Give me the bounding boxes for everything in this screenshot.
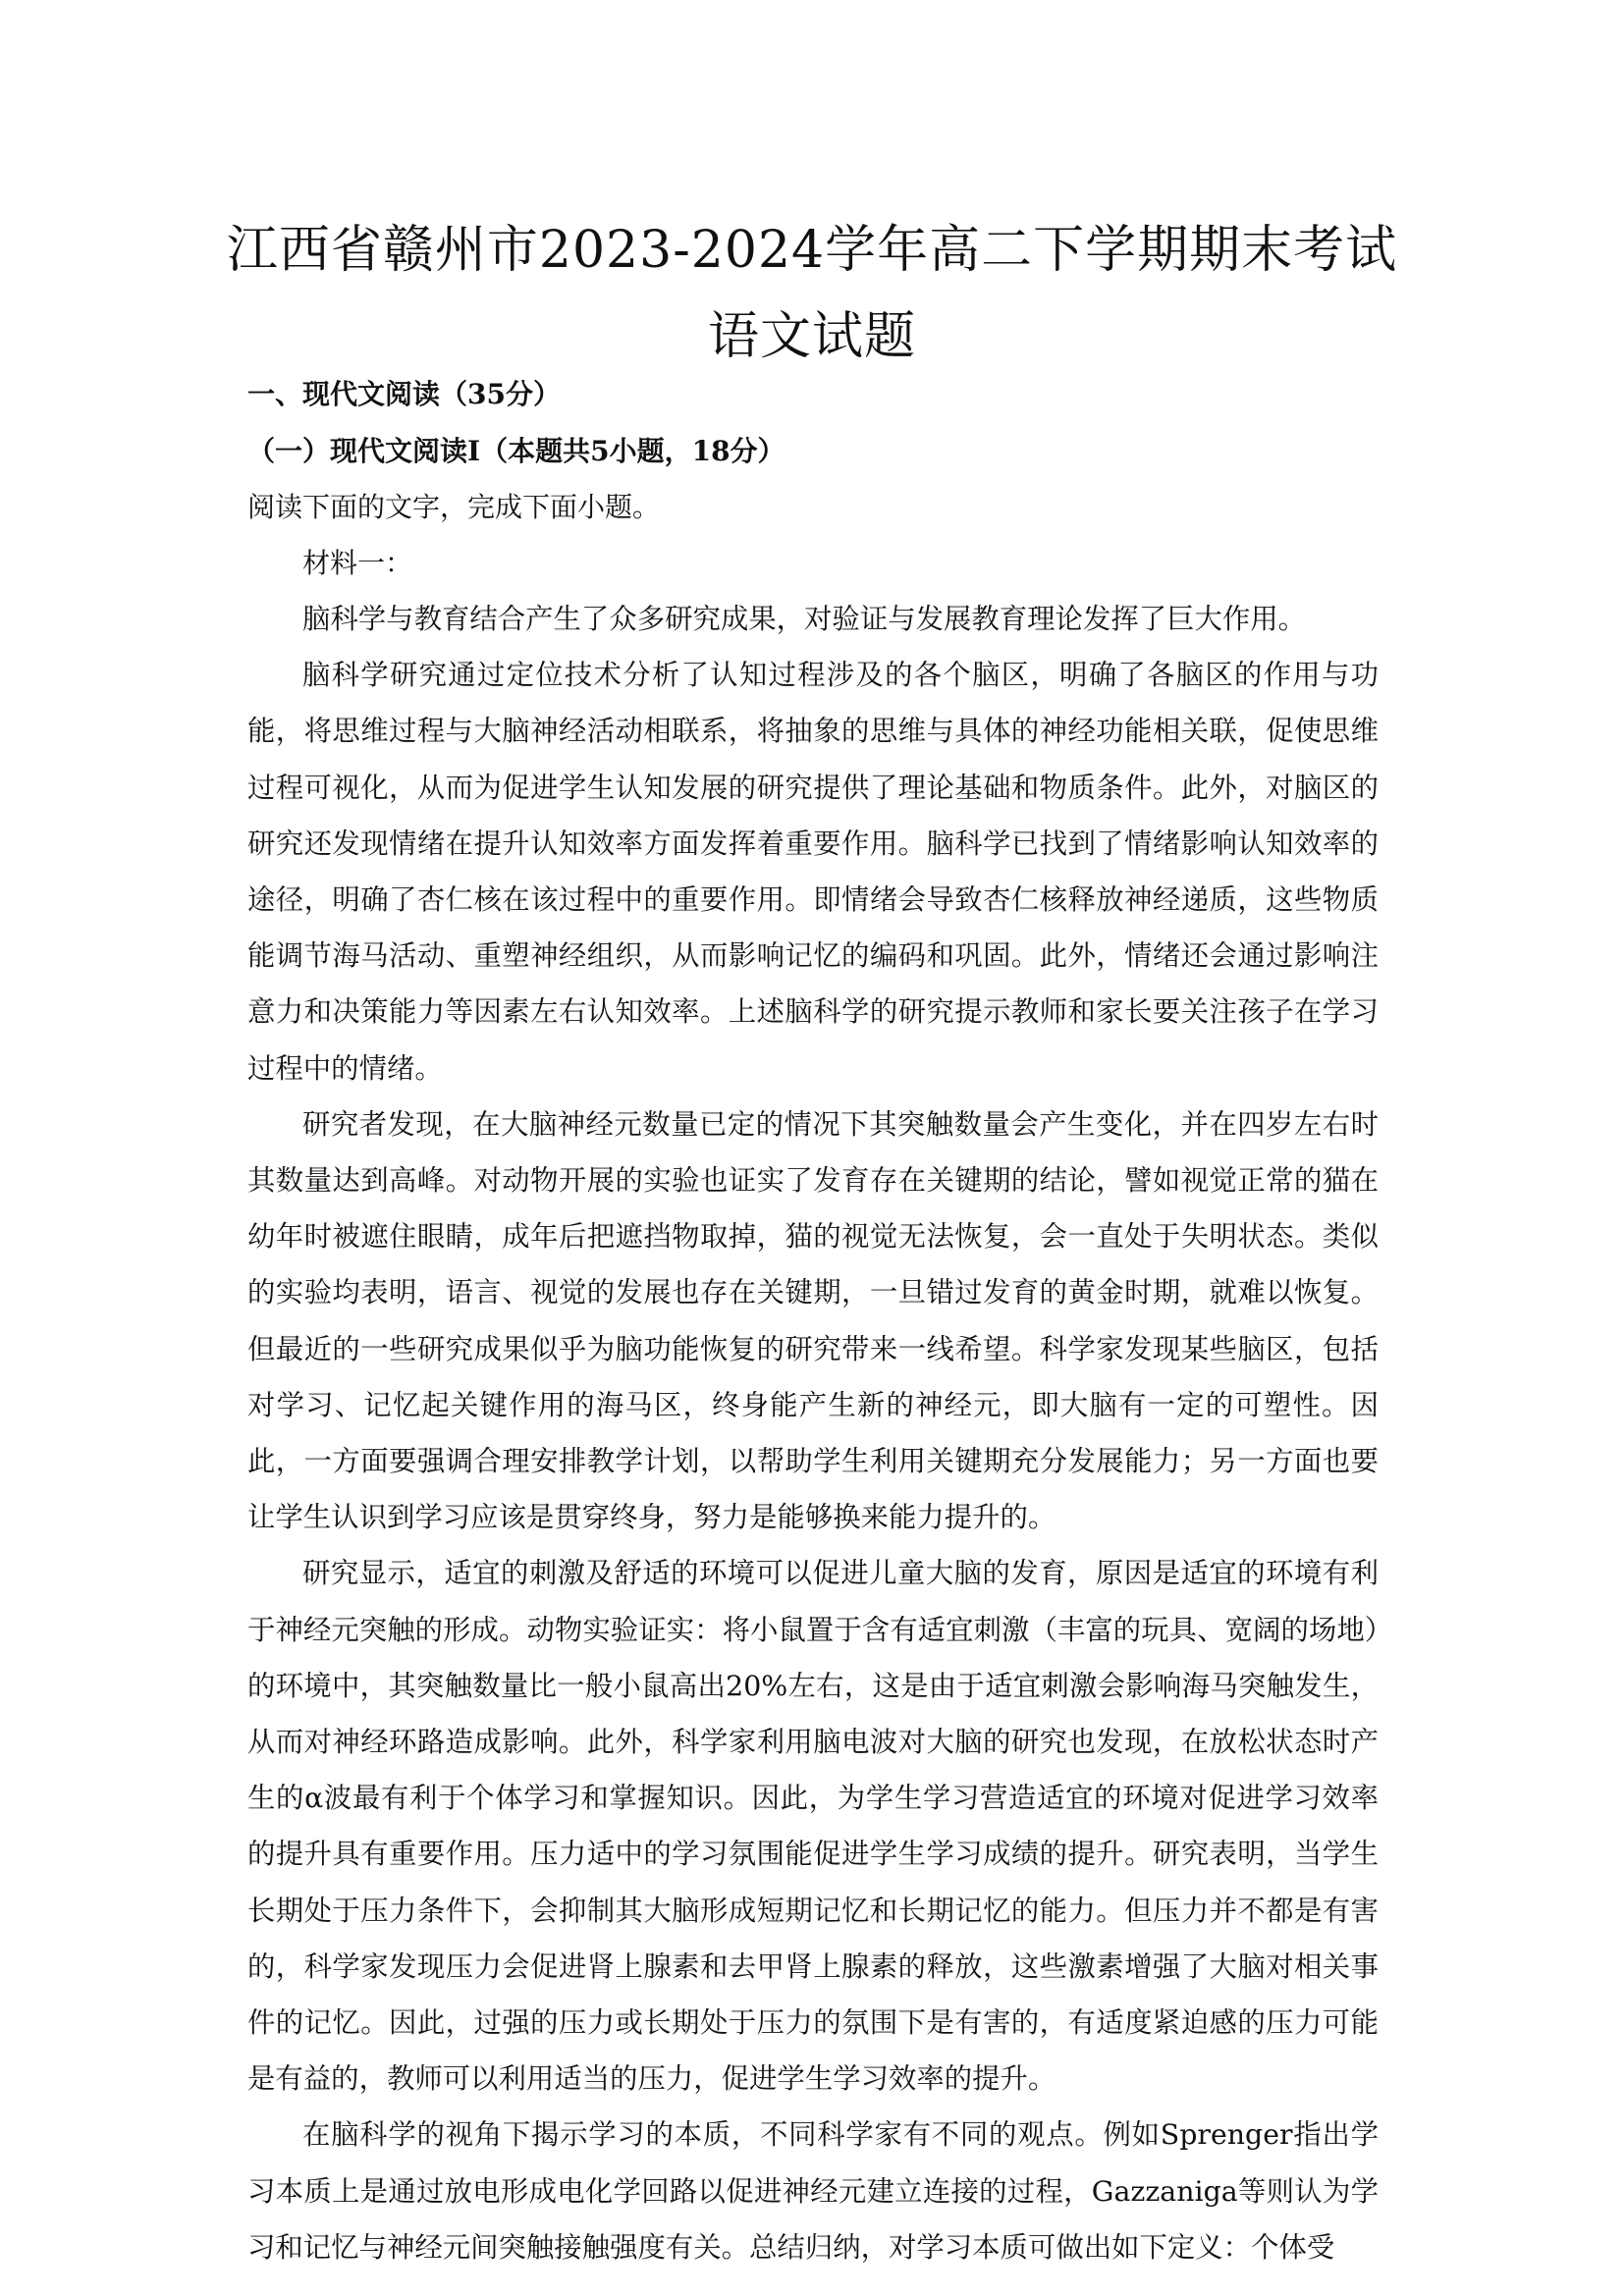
exam-subtitle: 语文试题 xyxy=(707,307,916,366)
material-paragraph-4: 研究显示，适宜的刺激及舒适的环境可以促进儿童大脑的发育，原因是适宜的环境有利于神经元突触的形成。动物实验证实：将小鼠置于含有适宜刺激（丰富的玩具、宽阔的场地）的环境中，其突触数量比一般小鼠高出20%左右，这是由于适宜刺激会影响海马突触发生，从而对神经环路造成影响。此外，科学家利用脑电波对大脑的研究也发现，在放松状态时产生的α波最有利于个体学习和掌握知识。因此，为学生学习营造适宜的环境对促进学习效率的提升具有重要作用。压力适中的学习氛围能促进学生学习成绩的提升。研究表明，当学生长期处于压力条件下，会抑制其大脑形成短期记忆和长期记忆的能力。但压力并不都是有害的，科学家发现压力会促进肾上腺素和去甲肾上腺素的释放，这些激素增强了大脑对相关事件的记忆。因此，过强的压力或长期处于压力的氛围下是有害的，有适度紧迫感的压力可能是有益的，教师可以利用适当的压力，促进学生学习效率的提升。 xyxy=(247,1557,1379,2096)
material-paragraph-3: 研究者发现，在大脑神经元数量已定的情况下其突触数量会产生变化，并在四岁左右时其数量达到高峰。对动物开展的实验也证实了发育存在关键期的结论，譬如视觉正常的猫在幼年时被遮住眼睛，成年后把遮挡物取掉，猫的视觉无法恢复，会一直处于失明状态。类似的实验均表明，语言、视觉的发展也存在关键期，一旦错过发育的黄金时期，就难以恢复。但最近的一些研究成果似乎为脑功能恢复的研究带来一线希望。科学家发现某些脑区，包括对学习、记忆起关键作用的海马区，终身能产生新的神经元，即大脑有一定的可塑性。因此，一方面要强调合理安排教学计划，以帮助学生利用关键期充分发展能力；另一方面也要让学生认识到学习应该是贯穿终身，努力是能够换来能力提升的。 xyxy=(247,1107,1379,1534)
subsection-heading-reading-1: （一）现代文阅读I（本题共5小题，18分） xyxy=(247,435,785,467)
exam-content xyxy=(247,367,1379,2275)
section-heading-modern-reading: 一、现代文阅读（35分） xyxy=(247,378,561,410)
material-paragraph-1: 脑科学与教育结合产生了众多研究成果，对验证与发展教育理论发挥了巨大作用。 xyxy=(302,603,1307,635)
material-label: 材料一： xyxy=(302,547,413,579)
exam-title: 江西省赣州市2023-2024学年高二下学期期末考试 xyxy=(226,221,1398,280)
reading-instruction: 阅读下面的文字，完成下面小题。 xyxy=(247,491,661,523)
material-paragraph-2: 脑科学研究通过定位技术分析了认知过程涉及的各个脑区，明确了各脑区的作用与功能，将思维过程与大脑神经活动相联系，将抽象的思维与具体的神经功能相关联，促使思维过程可视化，从而为促进学生认知发展的研究提供了理论基础和物质条件。此外，对脑区的研究还发现情绪在提升认知效率方面发挥着重要作用。脑科学已找到了情绪影响认知效率的途径，明确了杏仁核在该过程中的重要作用。即情绪会导致杏仁核释放神经递质，这些物质能调节海马活动、重塑神经组织，从而影响记忆的编码和巩固。此外，情绪还会通过影响注意力和决策能力等因素左右认知效率。上述脑科学的研究提示教师和家长要关注孩子在学习过程中的情绪。 xyxy=(247,659,1379,1085)
material-paragraph-5: 在脑科学的视角下揭示学习的本质，不同科学家有不同的观点。例如Sprenger指出学习本质上是通过放电形成电化学回路以促进神经元建立连接的过程，Gazzaniga等则认为学习和记忆与神经元间突触接触强度有关。总结归纳，对学习本质可做出如下定义：个体受 xyxy=(247,2118,1379,2264)
